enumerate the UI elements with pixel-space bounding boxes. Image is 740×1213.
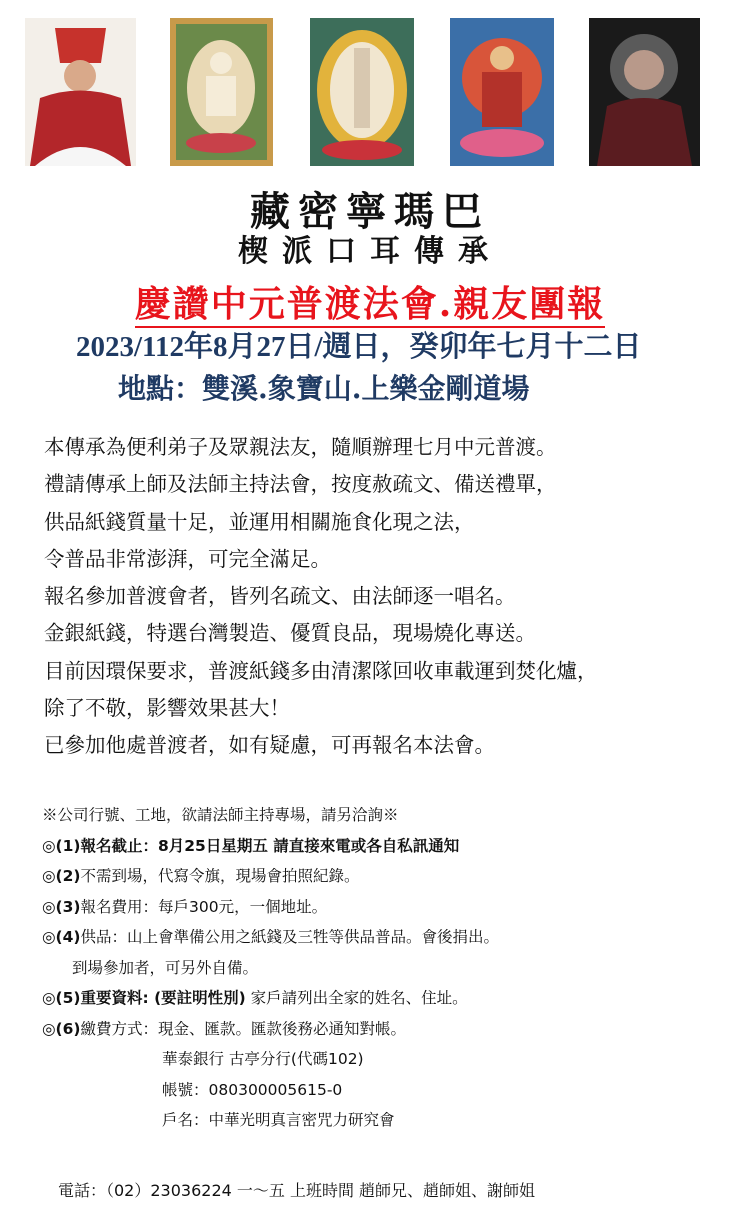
note-deadline: ◎(1)報名截止：8月25日星期五 請直接來電或各自私訊通知 [42, 836, 460, 855]
note-payment: ◎(6)繳費方式：現金、匯款。匯款後務必通知對帳。 [42, 1019, 406, 1038]
event-date: 2023/112年8月27日/週日，癸卯年七月十二日 [76, 331, 642, 363]
account-holder: 戶名：中華光明真言密咒力研究會 [162, 1111, 395, 1129]
description-line: 報名參加普渡會者，皆列名疏文、由法師逐一唱名。 [44, 584, 516, 609]
thousand-armed-avalokiteshvara-thangka [310, 18, 414, 166]
registration-notes [42, 800, 499, 1136]
bank-name: 華泰銀行 古亭分行(代碼102) [162, 1050, 364, 1068]
note-offerings: ◎(4)供品：山上會準備公用之紙錢及三牲等供品普品。會後捐出。 [42, 928, 499, 946]
description-line: 令普品非常澎湃，可完全滿足。 [44, 546, 331, 571]
description-line: 供品紙錢質量十足，並運用相關施食化現之法， [44, 509, 475, 534]
description-line: 目前因環保要求，普渡紙錢多由清潔隊回收車載運到焚化爐， [44, 658, 598, 683]
master-portrait-photo [589, 18, 700, 166]
note-fee: ◎(3)報名費用：每戶300元，一個地址。 [42, 897, 328, 916]
description-line: 除了不敬，影響效果甚大！ [44, 696, 290, 721]
event-title [0, 276, 740, 327]
event-location: 地點：雙溪.象寶山.上樂金剛道場 [118, 372, 530, 405]
description [44, 429, 598, 765]
description-line: 本傳承為便利弟子及眾親法友，隨順辦理七月中元普渡。 [44, 435, 557, 459]
contact-phone: 電話：（02）23036224 一～五 上班時間 趙師兄、趙師姐、謝師姐 [58, 1181, 536, 1200]
description-line: 金銀紙錢，特選台灣製造、優質良品，現場燒化專送。 [44, 621, 536, 646]
note-offerings-extra: 到場參加者，可另外自備。 [72, 958, 259, 977]
padmasambhava-thangka [450, 18, 554, 166]
lineage-subtitle: 楔派口耳傳承 [238, 234, 502, 269]
four-armed-bodhisattva-thangka [170, 18, 273, 166]
notes-headline: ※公司行號、工地，欲請法師主持專場，請另洽詢※ [42, 806, 399, 824]
description-line: 已參加他處普渡者，如有疑慮，可再報名本法會。 [44, 733, 495, 758]
bank-account: 帳號：080300005615-0 [162, 1080, 343, 1099]
lama-portrait-photo [25, 18, 136, 166]
description-line: 禮請傳承上師及法師主持法會，按度赦疏文、備送禮單， [44, 472, 557, 497]
event-title-text: 慶讚中元普渡法會.親友團報 [135, 283, 606, 328]
note-important-info: ◎(5)重要資料: (要註明性別) 家戶請列出全家的姓名、住址。 [42, 989, 468, 1007]
note-no-attendance: ◎(2)不需到場，代寫令旗，現場會拍照紀錄。 [42, 867, 360, 885]
lineage-title: 藏密寧瑪巴 [250, 188, 490, 235]
